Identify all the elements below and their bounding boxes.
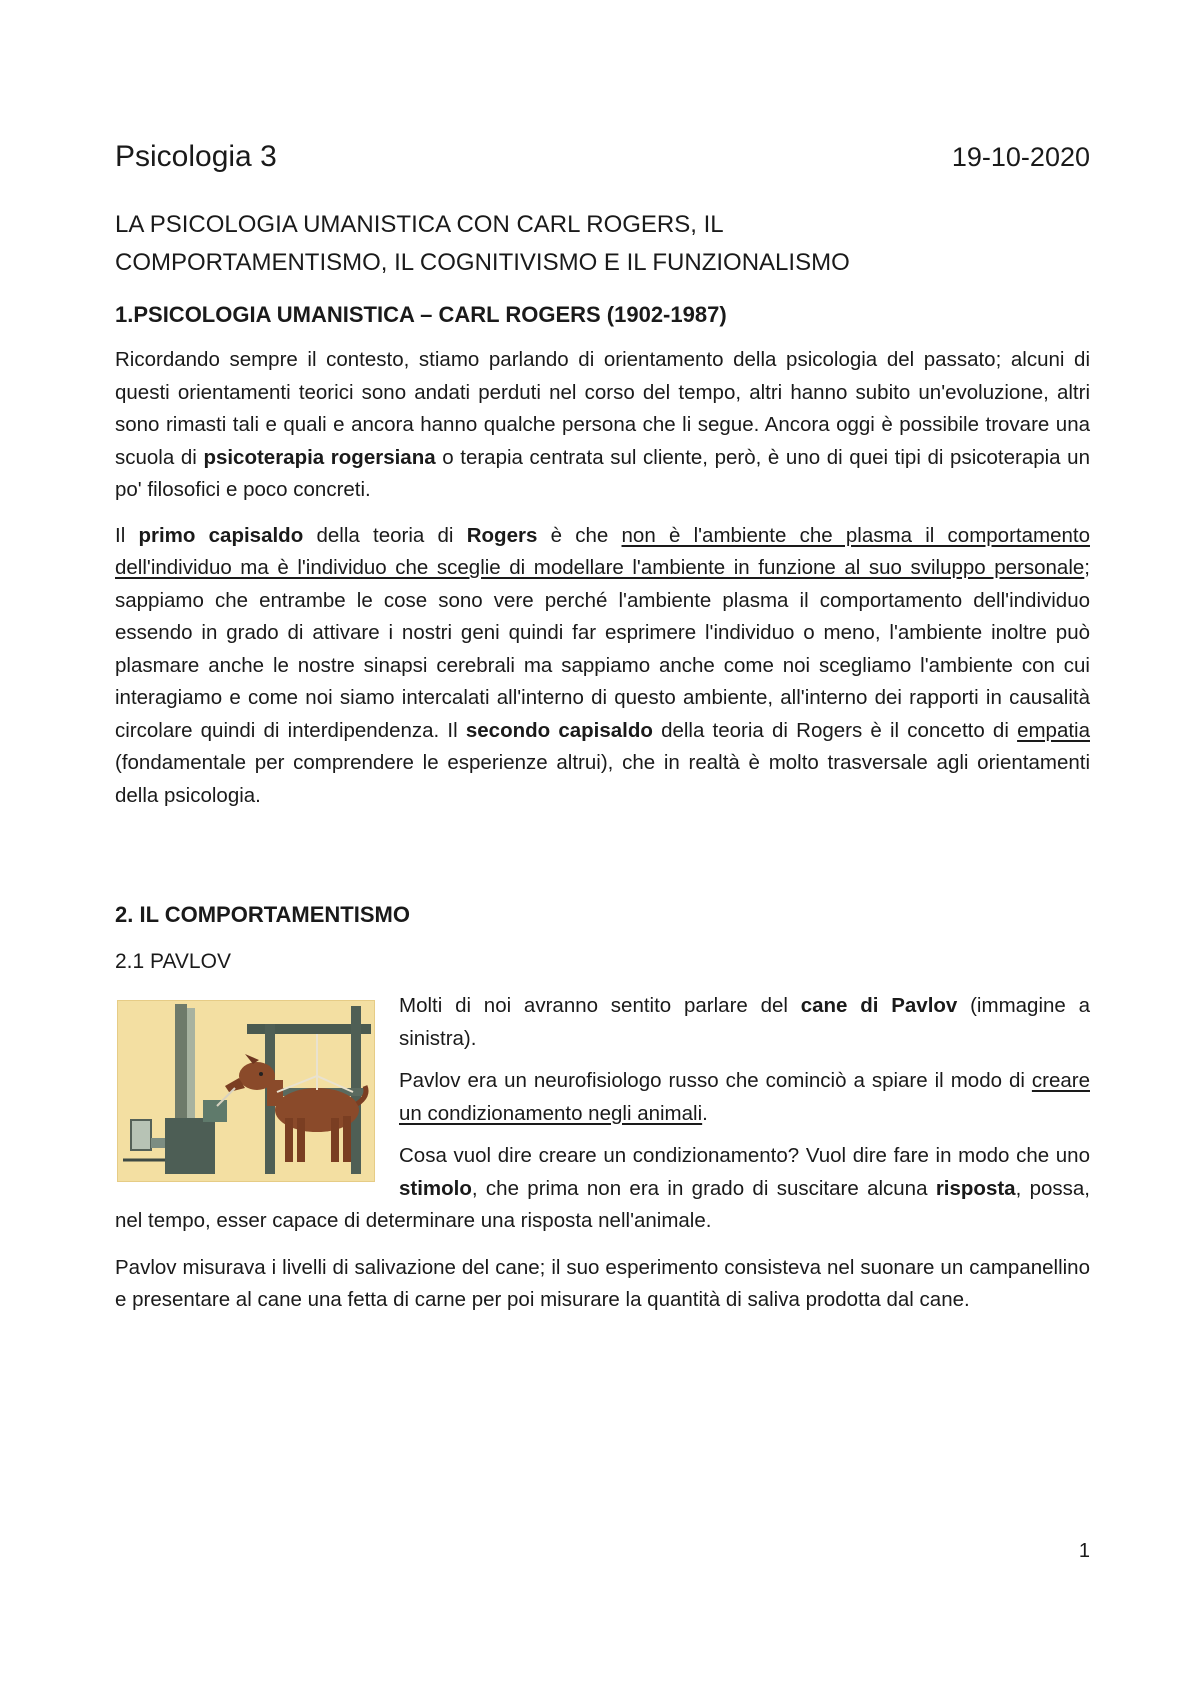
document-date: 19-10-2020 bbox=[951, 142, 1090, 172]
page-number: 1 bbox=[1078, 1540, 1090, 1562]
text-run: , che prima non era in grado di suscitare alcuna bbox=[471, 1176, 936, 1200]
main-heading-line-2: COMPORTAMENTISMO, IL COGNITIVISMO E IL FUNZIONALISMO bbox=[115, 249, 850, 276]
document-title: Psicologia 3 bbox=[115, 140, 277, 173]
section-1-heading: 1.PSICOLOGIA UMANISTICA – CARL ROGERS (1902-1987) bbox=[115, 302, 727, 327]
text-run: Molti di noi avranno sentito parlare del bbox=[399, 994, 801, 1017]
bold-term: cane di Pavlov bbox=[800, 994, 958, 1017]
bold-term: primo capisaldo bbox=[138, 523, 304, 547]
pavlov-dog-illustration-icon bbox=[117, 1000, 375, 1182]
text-run: è che bbox=[537, 523, 622, 547]
text-run: Cosa vuol dire creare un condizionamento? Vuol dire fare in modo che uno bbox=[399, 1144, 1090, 1167]
text-run: , possa, nel tempo, esser capace di determinare una risposta nell'animale. bbox=[115, 1176, 1091, 1232]
section-2-1-subheading: 2.1 PAVLOV bbox=[115, 950, 231, 973]
section-2-heading: 2. IL COMPORTAMENTISMO bbox=[115, 902, 410, 927]
underlined-text: non è l'ambiente che plasma il comportamento dell'individuo ma è l'individuo che sceglie di modellare l'ambiente in funzione al suo sviluppo personale bbox=[115, 523, 1090, 579]
bold-term: secondo capisaldo bbox=[465, 718, 653, 742]
section-1-paragraph-1 bbox=[115, 344, 1090, 507]
underlined-text: creare un condizionamento negli animali bbox=[399, 1069, 1090, 1125]
pavlov-block bbox=[115, 990, 1090, 1238]
main-heading bbox=[115, 206, 1090, 282]
text-run: (fondamentale per comprendere le esperienze altrui), che in realtà è molto trasversale agli orientamenti della psicologia. bbox=[115, 751, 1090, 807]
text-run: Ricordando sempre il contesto, stiamo parlando di orientamento della psicologia del passato; alcuni di questi orientamenti teorici sono andati perduti nel corso del tempo, altri hanno subito un'evoluzione, altri sono rimasti tali e quali e ancora hanno qualche persona che li segue. Ancora oggi è possibile trovare una scuola di bbox=[115, 348, 1090, 469]
section-1-paragraph-2 bbox=[115, 520, 1090, 813]
bold-term: Rogers bbox=[466, 523, 538, 547]
bold-term: psicoterapia rogersiana bbox=[203, 445, 436, 469]
text-run: della teoria di bbox=[303, 523, 467, 547]
spacer bbox=[115, 812, 1090, 882]
text-run: della teoria di Rogers è il concetto di bbox=[652, 718, 1018, 742]
bold-term: risposta bbox=[935, 1176, 1016, 1200]
text-run: Il bbox=[115, 523, 139, 547]
text-run: (immagine a sinistra). bbox=[399, 994, 1090, 1050]
main-heading-line-1: LA PSICOLOGIA UMANISTICA CON CARL ROGERS, IL bbox=[115, 211, 724, 238]
header-row bbox=[115, 140, 1090, 182]
bold-term: stimolo bbox=[399, 1176, 472, 1200]
page-content bbox=[115, 140, 1090, 1317]
underlined-text: empatia bbox=[1017, 718, 1090, 742]
text-run: . bbox=[702, 1101, 708, 1125]
text-run: o terapia centrata sul cliente, però, è uno di quei tipi di psicoterapia un po' filosofici e poco concreti. bbox=[115, 445, 1090, 501]
pavlov-paragraph-4: Pavlov misurava i livelli di salivazione del cane; il suo esperimento consisteva nel suonare un campanellino e presentare al cane una fetta di carne per poi misurare la quantità di saliva prodotta dal cane. bbox=[115, 1255, 1090, 1311]
text-run: Pavlov era un neurofisiologo russo che cominciò a spiare il modo di bbox=[399, 1069, 1032, 1092]
text-run: ; sappiamo che entrambe le cose sono vere perché l'ambiente plasma il comportamento dell'individuo essendo in grado di attivare i nostri geni quindi far esprimere l'individuo o meno, l'ambiente inoltre può plasmare anche le nostre sinapsi cerebrali ma sappiamo anche come noi scegliamo l'ambiente con cui interagiamo e come noi siamo intercalati all'interno di questo ambiente, all'interno dei rapporti in causalità circolare quindi di interdipendenza. Il bbox=[115, 556, 1090, 742]
